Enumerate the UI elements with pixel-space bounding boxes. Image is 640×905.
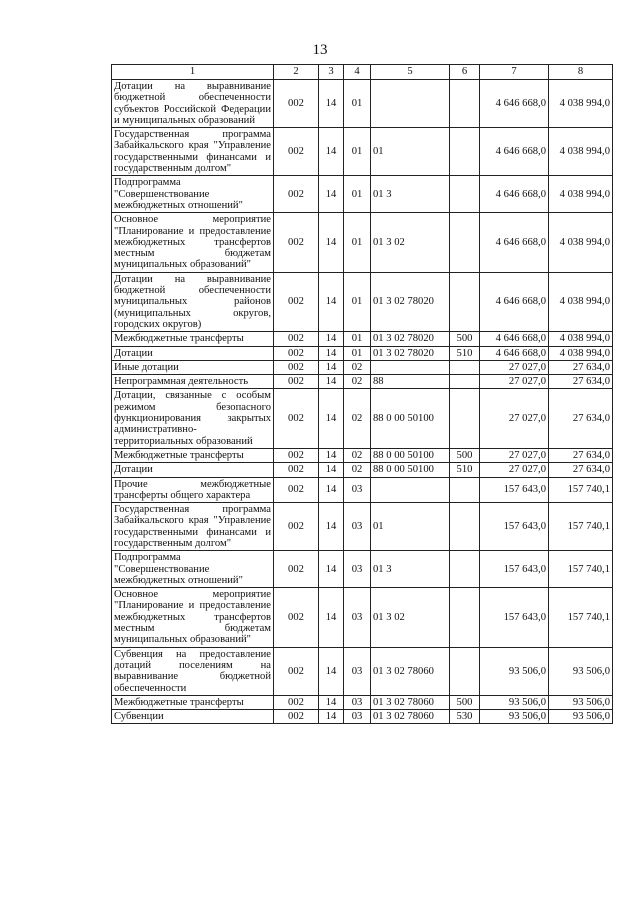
cell-amount-year-2: 93 506,0	[549, 695, 613, 709]
cell-target-article: 01 3 02 78020	[371, 272, 450, 331]
cell-admin-code: 002	[274, 588, 319, 647]
cell-name: Межбюджетные трансферты	[112, 695, 274, 709]
cell-name: Основное мероприятие "Планирование и предоставление межбюджетных трансфертов местным бюджетам муниципальных образований"	[112, 213, 274, 272]
cell-subsection: 02	[344, 360, 371, 374]
cell-subsection: 03	[344, 551, 371, 588]
column-header: 6	[450, 65, 480, 80]
budget-table	[111, 64, 613, 724]
cell-section: 14	[319, 477, 344, 503]
cell-expense-type	[450, 360, 480, 374]
table-row	[112, 503, 613, 551]
cell-amount-year-2: 27 634,0	[549, 389, 613, 448]
cell-subsection: 02	[344, 448, 371, 462]
table-row	[112, 389, 613, 448]
cell-amount-year-2: 157 740,1	[549, 503, 613, 551]
cell-subsection: 01	[344, 332, 371, 346]
cell-section: 14	[319, 128, 344, 176]
cell-expense-type: 510	[450, 463, 480, 477]
cell-admin-code: 002	[274, 695, 319, 709]
cell-subsection: 01	[344, 80, 371, 128]
cell-name: Дотации на выравнивание бюджетной обеспеченности муниципальных районов (муниципальных округов, городских округов)	[112, 272, 274, 331]
cell-expense-type	[450, 477, 480, 503]
cell-subsection: 03	[344, 588, 371, 647]
cell-amount-year-2: 157 740,1	[549, 588, 613, 647]
cell-expense-type	[450, 128, 480, 176]
cell-target-article: 88 0 00 50100	[371, 463, 450, 477]
cell-section: 14	[319, 503, 344, 551]
cell-amount-year-1: 27 027,0	[480, 463, 549, 477]
cell-section: 14	[319, 448, 344, 462]
cell-subsection: 03	[344, 647, 371, 695]
column-header: 5	[371, 65, 450, 80]
cell-name: Дотации, связанные с особым режимом безопасного функционирования закрытых административно-территориальных образований	[112, 389, 274, 448]
cell-subsection: 03	[344, 695, 371, 709]
cell-amount-year-1: 93 506,0	[480, 695, 549, 709]
column-header: 1	[112, 65, 274, 80]
cell-subsection: 02	[344, 375, 371, 389]
cell-subsection: 03	[344, 503, 371, 551]
cell-amount-year-1: 157 643,0	[480, 477, 549, 503]
cell-section: 14	[319, 375, 344, 389]
cell-amount-year-1: 4 646 668,0	[480, 272, 549, 331]
cell-amount-year-2: 4 038 994,0	[549, 272, 613, 331]
cell-amount-year-2: 27 634,0	[549, 448, 613, 462]
cell-name: Субвенции	[112, 710, 274, 724]
cell-admin-code: 002	[274, 375, 319, 389]
cell-amount-year-1: 157 643,0	[480, 588, 549, 647]
table-row	[112, 360, 613, 374]
table-row	[112, 375, 613, 389]
cell-amount-year-1: 4 646 668,0	[480, 332, 549, 346]
column-header: 8	[549, 65, 613, 80]
column-header: 3	[319, 65, 344, 80]
cell-amount-year-2: 27 634,0	[549, 360, 613, 374]
table-header-row	[112, 65, 613, 80]
cell-amount-year-2: 4 038 994,0	[549, 128, 613, 176]
cell-admin-code: 002	[274, 463, 319, 477]
cell-expense-type: 530	[450, 710, 480, 724]
cell-admin-code: 002	[274, 272, 319, 331]
cell-amount-year-1: 27 027,0	[480, 360, 549, 374]
cell-admin-code: 002	[274, 128, 319, 176]
cell-admin-code: 002	[274, 176, 319, 213]
table-row	[112, 710, 613, 724]
cell-name: Государственная программа Забайкальского края "Управление государственными финансами и государственным долгом"	[112, 503, 274, 551]
table-row	[112, 551, 613, 588]
cell-expense-type	[450, 80, 480, 128]
table-row	[112, 695, 613, 709]
cell-expense-type	[450, 375, 480, 389]
table-row	[112, 448, 613, 462]
cell-expense-type	[450, 647, 480, 695]
cell-admin-code: 002	[274, 346, 319, 360]
cell-name: Субвенция на предоставление дотаций поселениям на выравнивание бюджетной обеспеченности	[112, 647, 274, 695]
cell-section: 14	[319, 346, 344, 360]
cell-amount-year-1: 93 506,0	[480, 710, 549, 724]
cell-target-article: 01 3	[371, 551, 450, 588]
cell-target-article: 01	[371, 128, 450, 176]
table-body	[112, 80, 613, 724]
cell-subsection: 01	[344, 176, 371, 213]
cell-target-article	[371, 477, 450, 503]
table-row	[112, 272, 613, 331]
cell-amount-year-1: 27 027,0	[480, 375, 549, 389]
cell-section: 14	[319, 272, 344, 331]
cell-target-article: 01 3 02 78020	[371, 346, 450, 360]
cell-target-article: 88 0 00 50100	[371, 448, 450, 462]
cell-subsection: 01	[344, 213, 371, 272]
table-row	[112, 463, 613, 477]
table-row	[112, 128, 613, 176]
cell-name: Государственная программа Забайкальского края "Управление государственными финансами и государственным долгом"	[112, 128, 274, 176]
cell-admin-code: 002	[274, 448, 319, 462]
cell-expense-type	[450, 176, 480, 213]
cell-target-article: 01 3 02	[371, 588, 450, 647]
cell-amount-year-2: 4 038 994,0	[549, 346, 613, 360]
cell-section: 14	[319, 80, 344, 128]
table-row	[112, 176, 613, 213]
cell-section: 14	[319, 360, 344, 374]
cell-amount-year-2: 157 740,1	[549, 551, 613, 588]
cell-expense-type	[450, 551, 480, 588]
cell-target-article: 01 3 02 78060	[371, 710, 450, 724]
cell-amount-year-1: 4 646 668,0	[480, 176, 549, 213]
cell-target-article: 01 3 02 78060	[371, 695, 450, 709]
cell-name: Межбюджетные трансферты	[112, 448, 274, 462]
cell-expense-type	[450, 272, 480, 331]
page-number: 13	[312, 42, 328, 58]
cell-amount-year-1: 4 646 668,0	[480, 80, 549, 128]
cell-amount-year-1: 4 646 668,0	[480, 213, 549, 272]
cell-amount-year-2: 27 634,0	[549, 375, 613, 389]
cell-amount-year-2: 157 740,1	[549, 477, 613, 503]
column-header: 7	[480, 65, 549, 80]
cell-amount-year-1: 4 646 668,0	[480, 128, 549, 176]
table-row	[112, 213, 613, 272]
cell-subsection: 01	[344, 272, 371, 331]
cell-amount-year-1: 27 027,0	[480, 389, 549, 448]
cell-name: Дотации на выравнивание бюджетной обеспеченности субъектов Российской Федерации и муниципальных образований	[112, 80, 274, 128]
cell-name: Межбюджетные трансферты	[112, 332, 274, 346]
cell-target-article: 01 3 02 78020	[371, 332, 450, 346]
cell-expense-type: 510	[450, 346, 480, 360]
cell-target-article: 01 3 02 78060	[371, 647, 450, 695]
table-row	[112, 588, 613, 647]
column-header: 2	[274, 65, 319, 80]
cell-subsection: 03	[344, 710, 371, 724]
cell-target-article: 01 3	[371, 176, 450, 213]
cell-admin-code: 002	[274, 551, 319, 588]
cell-subsection: 01	[344, 346, 371, 360]
cell-section: 14	[319, 647, 344, 695]
table-row	[112, 477, 613, 503]
cell-subsection: 01	[344, 128, 371, 176]
cell-amount-year-2: 4 038 994,0	[549, 213, 613, 272]
cell-admin-code: 002	[274, 710, 319, 724]
cell-admin-code: 002	[274, 332, 319, 346]
table-row	[112, 346, 613, 360]
cell-admin-code: 002	[274, 503, 319, 551]
cell-expense-type: 500	[450, 332, 480, 346]
cell-amount-year-1: 93 506,0	[480, 647, 549, 695]
cell-target-article: 01 3 02	[371, 213, 450, 272]
cell-target-article: 88	[371, 375, 450, 389]
cell-expense-type	[450, 503, 480, 551]
cell-expense-type: 500	[450, 695, 480, 709]
cell-section: 14	[319, 389, 344, 448]
cell-subsection: 03	[344, 477, 371, 503]
table-row	[112, 647, 613, 695]
cell-name: Дотации	[112, 346, 274, 360]
cell-expense-type	[450, 588, 480, 647]
cell-target-article	[371, 80, 450, 128]
cell-admin-code: 002	[274, 477, 319, 503]
cell-section: 14	[319, 332, 344, 346]
cell-section: 14	[319, 695, 344, 709]
cell-admin-code: 002	[274, 647, 319, 695]
cell-amount-year-2: 27 634,0	[549, 463, 613, 477]
cell-name: Подпрограмма "Совершенствование межбюджетных отношений"	[112, 176, 274, 213]
cell-amount-year-2: 4 038 994,0	[549, 332, 613, 346]
cell-amount-year-1: 27 027,0	[480, 448, 549, 462]
cell-admin-code: 002	[274, 213, 319, 272]
cell-subsection: 02	[344, 463, 371, 477]
cell-amount-year-1: 157 643,0	[480, 551, 549, 588]
column-header: 4	[344, 65, 371, 80]
cell-expense-type	[450, 389, 480, 448]
cell-name: Подпрограмма "Совершенствование межбюджетных отношений"	[112, 551, 274, 588]
cell-target-article: 88 0 00 50100	[371, 389, 450, 448]
cell-target-article	[371, 360, 450, 374]
cell-expense-type: 500	[450, 448, 480, 462]
cell-section: 14	[319, 710, 344, 724]
cell-amount-year-1: 4 646 668,0	[480, 346, 549, 360]
table-row	[112, 80, 613, 128]
cell-expense-type	[450, 213, 480, 272]
cell-name: Иные дотации	[112, 360, 274, 374]
cell-section: 14	[319, 213, 344, 272]
cell-amount-year-1: 157 643,0	[480, 503, 549, 551]
cell-admin-code: 002	[274, 360, 319, 374]
cell-name: Прочие межбюджетные трансферты общего характера	[112, 477, 274, 503]
cell-amount-year-2: 4 038 994,0	[549, 80, 613, 128]
cell-section: 14	[319, 551, 344, 588]
cell-section: 14	[319, 176, 344, 213]
cell-subsection: 02	[344, 389, 371, 448]
cell-section: 14	[319, 463, 344, 477]
cell-amount-year-2: 4 038 994,0	[549, 176, 613, 213]
cell-name: Непрограммная деятельность	[112, 375, 274, 389]
cell-admin-code: 002	[274, 389, 319, 448]
table-row	[112, 332, 613, 346]
cell-section: 14	[319, 588, 344, 647]
cell-name: Дотации	[112, 463, 274, 477]
cell-name: Основное мероприятие "Планирование и предоставление межбюджетных трансфертов местным бюджетам муниципальных образований"	[112, 588, 274, 647]
cell-admin-code: 002	[274, 80, 319, 128]
cell-amount-year-2: 93 506,0	[549, 710, 613, 724]
cell-amount-year-2: 93 506,0	[549, 647, 613, 695]
cell-target-article: 01	[371, 503, 450, 551]
